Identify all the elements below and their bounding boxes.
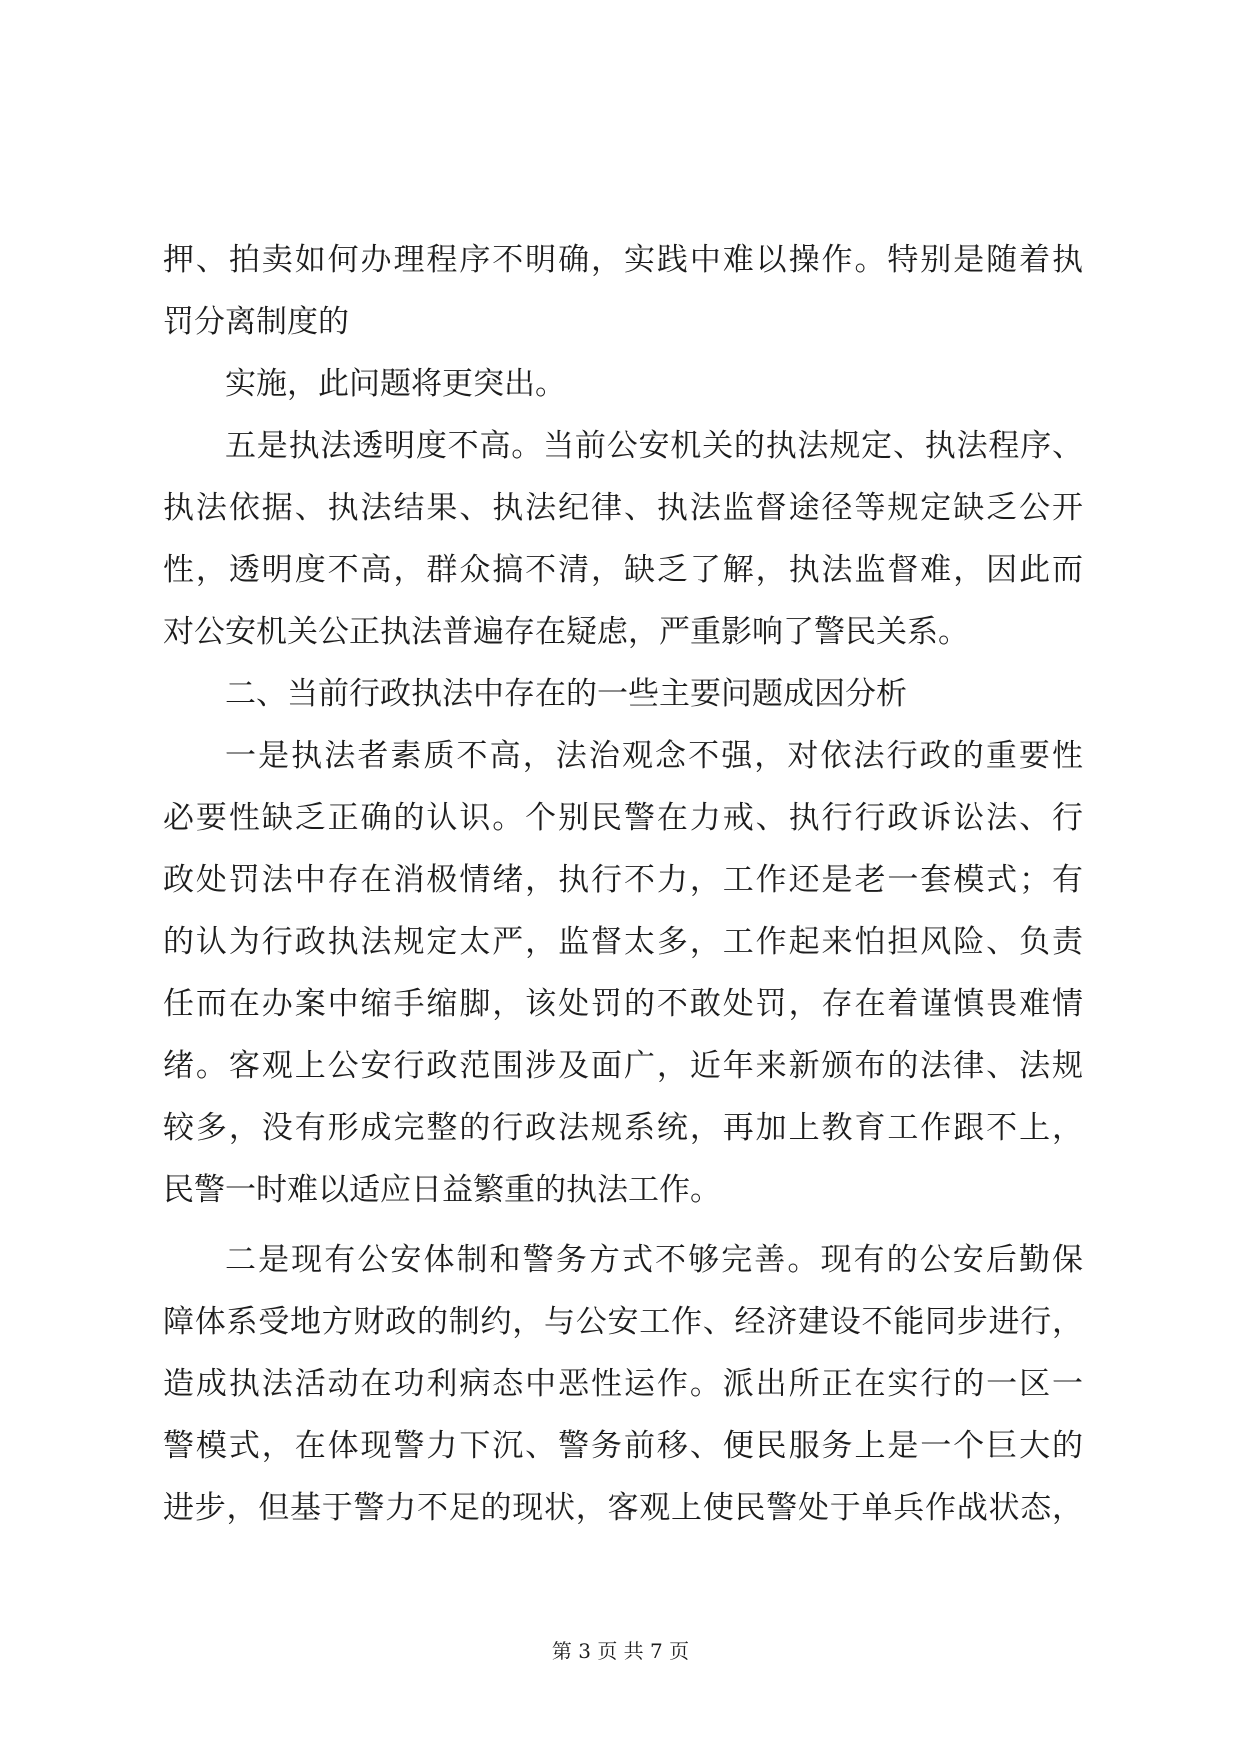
body-line: 必要性缺乏正确的认识。个别民警在力戒、执行行政诉讼法、行 [163, 800, 1083, 836]
paragraph-gap [163, 1221, 1083, 1229]
body-line: 的认为行政执法规定太严，监督太多，工作起来怕担风险、负责 [163, 924, 1083, 960]
body-line: 五是执法透明度不高。当前公安机关的执法规定、执法程序、 [225, 428, 1083, 464]
page-number-footer: 第 3 页 共 7 页 [551, 1639, 690, 1663]
body-line: 二是现有公安体制和警务方式不够完善。现有的公安后勤保 [225, 1242, 1083, 1278]
body-line: 警模式，在体现警力下沉、警务前移、便民服务上是一个巨大的 [163, 1428, 1083, 1464]
body-line: 绪。客观上公安行政范围涉及面广，近年来新颁布的法律、法规 [163, 1048, 1083, 1084]
body-line: 执法依据、执法结果、执法纪律、执法监督途径等规定缺乏公开 [163, 490, 1083, 526]
body-line: 政处罚法中存在消极情绪，执行不力，工作还是老一套模式；有 [163, 862, 1083, 898]
body-line: 民警一时难以适应日益繁重的执法工作。 [163, 1172, 721, 1208]
body-line: 实施，此问题将更突出。 [225, 366, 566, 402]
body-line: 任而在办案中缩手缩脚，该处罚的不敢处罚，存在着谨慎畏难情 [163, 986, 1083, 1022]
body-line: 造成执法活动在功利病态中恶性运作。派出所正在实行的一区一 [163, 1366, 1083, 1402]
body-text [163, 229, 1083, 1539]
section-heading: 二、当前行政执法中存在的一些主要问题成因分析 [225, 676, 907, 712]
body-line: 进步，但基于警力不足的现状，客观上使民警处于单兵作战状态， [163, 1490, 1083, 1526]
body-line: 押、拍卖如何办理程序不明确，实践中难以操作。特别是随着执 [163, 242, 1083, 278]
body-line: 性，透明度不高，群众搞不清，缺乏了解，执法监督难，因此而 [163, 552, 1083, 588]
body-line: 一是执法者素质不高，法治观念不强，对依法行政的重要性 [225, 738, 1083, 774]
body-line: 障体系受地方财政的制约，与公安工作、经济建设不能同步进行， [163, 1304, 1083, 1340]
body-line: 罚分离制度的 [163, 304, 349, 340]
body-line: 较多，没有形成完整的行政法规系统，再加上教育工作跟不上， [163, 1110, 1083, 1146]
body-line: 对公安机关公正执法普遍存在疑虑，严重影响了警民关系。 [163, 614, 969, 650]
